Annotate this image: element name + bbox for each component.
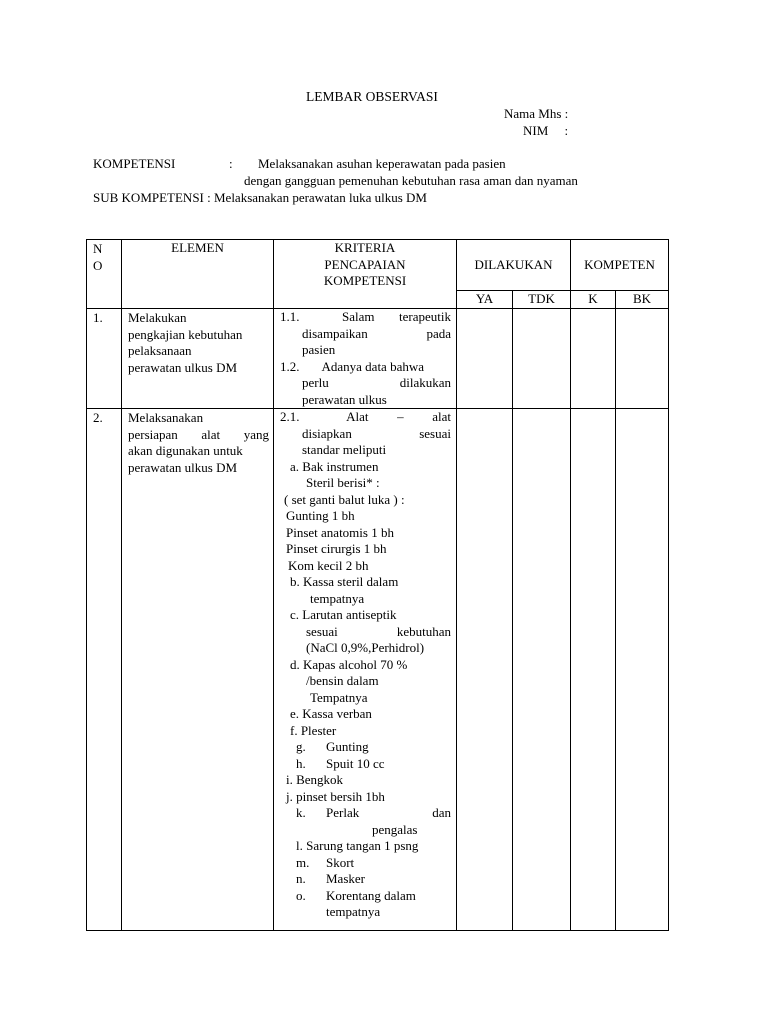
checkbox-bk[interactable] <box>616 409 669 931</box>
kompetensi-label: KOMPETENSI <box>93 156 176 171</box>
header-kompeten: KOMPETEN <box>571 240 669 291</box>
header-kriteria: KRITERIA PENCAPAIAN KOMPETENSI <box>274 240 457 309</box>
subheader-k: K <box>571 291 616 309</box>
kompetensi-colon: : <box>229 156 233 171</box>
subheader-tdk: TDK <box>513 291 571 309</box>
page-title: LEMBAR OBSERVASI <box>306 89 438 104</box>
checkbox-ya[interactable] <box>457 309 513 409</box>
row-kriteria: 1.1. Salam terapeutik disampaikan pada pasien 1.2. Adanya data bahwa perlu dilakukan perawatan ulkus <box>274 309 457 409</box>
row-kriteria: 2.1. Alat – alat disiapkan sesuai standar meliputi a. Bak instrumen Steril berisi* : ( set ganti balut luka ) : Gunting 1 bh Pinset anatomis 1 bh Pinset cirurgis 1 bh Kom kecil 2 bh b. Kassa steril dalam tempatnya c. Larutan antiseptik sesuai kebutuhan (NaCl 0,9%,Perhidrol) d. Kapas alcohol 70 % /bensin dalam Tempatnya e. Kassa verban f. Plester g. Gunting h. Spuit 10 cc i. Bengkok j. pinset bersih 1bh k. Perlak dan pengalas l. Sarung tangan 1 psng m. Skort n. Masker o. Korentang dalam tempatnya <box>274 409 457 931</box>
checkbox-k[interactable] <box>571 309 616 409</box>
kompetensi-text-line-2: dengan gangguan pemenuhan kebutuhan rasa aman dan nyaman <box>244 173 578 188</box>
checkbox-tdk[interactable] <box>513 309 571 409</box>
checkbox-bk[interactable] <box>616 309 669 409</box>
sub-kompetensi-line: SUB KOMPETENSI : Melaksanakan perawatan luka ulkus DM <box>93 190 427 205</box>
subheader-ya: YA <box>457 291 513 309</box>
header-elemen: ELEMEN <box>122 240 274 309</box>
header-dilakukan: DILAKUKAN <box>457 240 571 291</box>
table-header-row <box>87 240 669 291</box>
row-elemen: Melaksanakan persiapan alat yang akan digunakan untuk perawatan ulkus DM <box>122 409 274 931</box>
kompetensi-text-line-1: Melaksanakan asuhan keperawatan pada pasien <box>258 156 506 171</box>
table-row <box>87 309 669 409</box>
observation-table <box>86 239 669 931</box>
header-no: N O <box>87 240 122 309</box>
table-row <box>87 409 669 931</box>
row-number: 2. <box>87 409 122 931</box>
nim-label: NIM : <box>523 123 569 138</box>
row-elemen: Melakukan pengkajian kebutuhan pelaksanaan perawatan ulkus DM <box>122 309 274 409</box>
row-number: 1. <box>87 309 122 409</box>
checkbox-tdk[interactable] <box>513 409 571 931</box>
checkbox-ya[interactable] <box>457 409 513 931</box>
nama-mahasiswa-label: Nama Mhs : <box>504 106 569 121</box>
checkbox-k[interactable] <box>571 409 616 931</box>
subheader-bk: BK <box>616 291 669 309</box>
